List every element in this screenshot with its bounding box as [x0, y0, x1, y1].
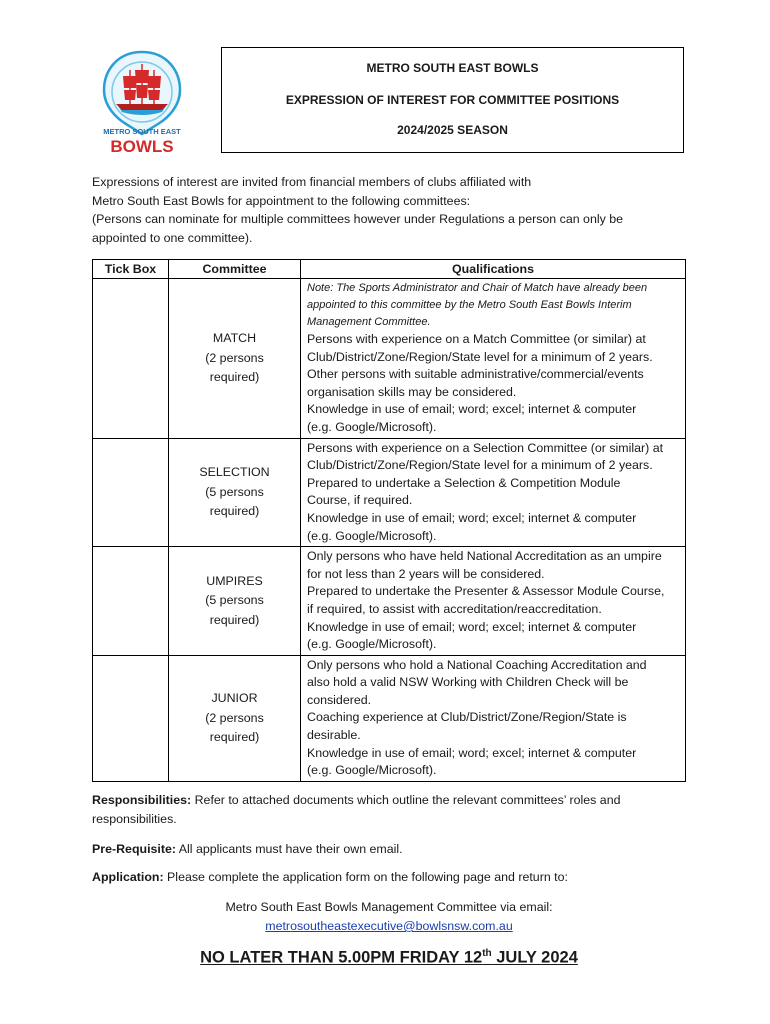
- intro-line: Expressions of interest are invited from financial members of clubs affiliated with: [92, 175, 532, 189]
- table-row-selection: [93, 438, 686, 547]
- header-season: 2024/2025 SEASON: [397, 123, 508, 137]
- deadline-notice: [92, 948, 686, 968]
- tick-box-umpires[interactable]: [93, 547, 169, 656]
- responsibilities-paragraph: [92, 791, 692, 829]
- match-note: Note: The Sports Administrator and Chair of Match have already been appointed to this committee by the Metro South East Bowls Interim Management Committee.: [307, 282, 648, 328]
- committee-required: required): [209, 612, 260, 627]
- committee-required: required): [209, 504, 260, 519]
- table-row-umpires: [93, 547, 686, 656]
- col-header-committee: Committee: [169, 260, 301, 279]
- tick-box-selection[interactable]: [93, 438, 169, 547]
- responsibilities-text-2: responsibilities.: [92, 812, 177, 826]
- prerequisite-text: All applicants must have their own email.: [178, 842, 403, 856]
- committee-name: JUNIOR: [211, 691, 258, 706]
- committee-required: required): [209, 730, 260, 745]
- logo-line2: BOWLS: [110, 137, 174, 156]
- deadline-sup: th: [482, 948, 492, 959]
- committee-required: required): [209, 370, 260, 385]
- intro-line: appointed to one committee).: [92, 230, 253, 245]
- committee-count: (5 persons: [205, 484, 264, 499]
- deadline-after: JULY 2024: [491, 948, 578, 967]
- tick-box-match[interactable]: [93, 279, 169, 439]
- header-org: METRO SOUTH EAST BOWLS: [366, 61, 539, 75]
- qualifications-umpires: Only persons who have held National Accreditation as an umpire for not less than 2 years will be considered. Prepared to undertake the Presenter & Assessor Module Course, if required, to assist with accreditation/reaccreditation. Knowledge in use of email; word; excel; internet & computer (e.g. Google/Microsoft).: [301, 547, 686, 656]
- application-label: Application:: [92, 870, 164, 884]
- col-header-qualifications: Qualifications: [301, 260, 686, 279]
- prerequisite-paragraph: [92, 840, 692, 859]
- committee-name: SELECTION: [199, 465, 270, 480]
- committee-umpires: [169, 547, 301, 656]
- committee-junior: [169, 655, 301, 781]
- header-title: EXPRESSION OF INTEREST FOR COMMITTEE POSITIONS: [285, 93, 620, 107]
- committee-name: UMPIRES: [206, 573, 263, 588]
- prerequisite-label: Pre-Requisite:: [92, 842, 176, 856]
- committee-selection: [169, 438, 301, 547]
- intro-paragraph: [92, 173, 692, 247]
- intro-line: (Persons can nominate for multiple committees however under Regulations a person can only be: [92, 212, 624, 226]
- committee-count: (2 persons: [205, 350, 264, 365]
- committees-table: [92, 259, 686, 782]
- logo-line1: METRO SOUTH EAST: [103, 127, 181, 136]
- table-row-junior: [93, 655, 686, 781]
- responsibilities-label: Responsibilities:: [92, 793, 192, 807]
- application-paragraph: [92, 868, 692, 887]
- committee-name: MATCH: [212, 331, 257, 346]
- email-link[interactable]: metrosoutheastexecutive@bowlsnsw.com.au: [265, 919, 513, 933]
- committee-match: [169, 279, 301, 439]
- application-text: Please complete the application form on the following page and return to:: [167, 870, 568, 884]
- deadline-before: NO LATER THAN 5.00PM FRIDAY 12: [200, 948, 483, 967]
- header-box: [221, 47, 684, 153]
- qualifications-selection: Persons with experience on a Selection Committee (or similar) at Club/District/Zone/Region/State level for a minimum of 2 years. Prepared to undertake a Selection & Competition Module Course, if required. Knowledge in use of email; word; excel; internet & computer (e.g. Google/Microsoft).: [301, 438, 686, 547]
- qualifications-match: Note: The Sports Administrator and Chair of Match have already been appointed to this committee by the Metro South East Bowls Interim Management Committee. Persons with experience on a Match Committee (or similar) at Club/District/Zone/Region/State level for a minimum of 2 years. Other persons with suitable administrative/commercial/events organisation skills may be considered. Knowledge in use of email; word; excel; internet & computer (e.g. Google/Microsoft).: [301, 279, 686, 439]
- intro-line: Metro South East Bowls for appointment to the following committees:: [92, 193, 471, 208]
- responsibilities-text: Refer to attached documents which outline the relevant committees’ roles and: [194, 793, 621, 807]
- return-to-text: Metro South East Bowls Management Committee via email:: [225, 900, 553, 914]
- col-header-tick-box: Tick Box: [93, 260, 169, 279]
- table-row-match: [93, 279, 686, 439]
- committee-count: (2 persons: [205, 710, 264, 725]
- tick-box-junior[interactable]: [93, 655, 169, 781]
- metro-south-east-bowls-logo: [92, 48, 192, 160]
- return-to-block: [92, 898, 686, 936]
- qualifications-junior: Only persons who hold a National Coaching Accreditation and also hold a valid NSW Working with Children Check will be considered. Coaching experience at Club/District/Zone/Region/State is desirable. Knowledge in use of email; word; excel; internet & computer (e.g. Google/Microsoft).: [301, 655, 686, 781]
- committee-count: (5 persons: [205, 593, 264, 608]
